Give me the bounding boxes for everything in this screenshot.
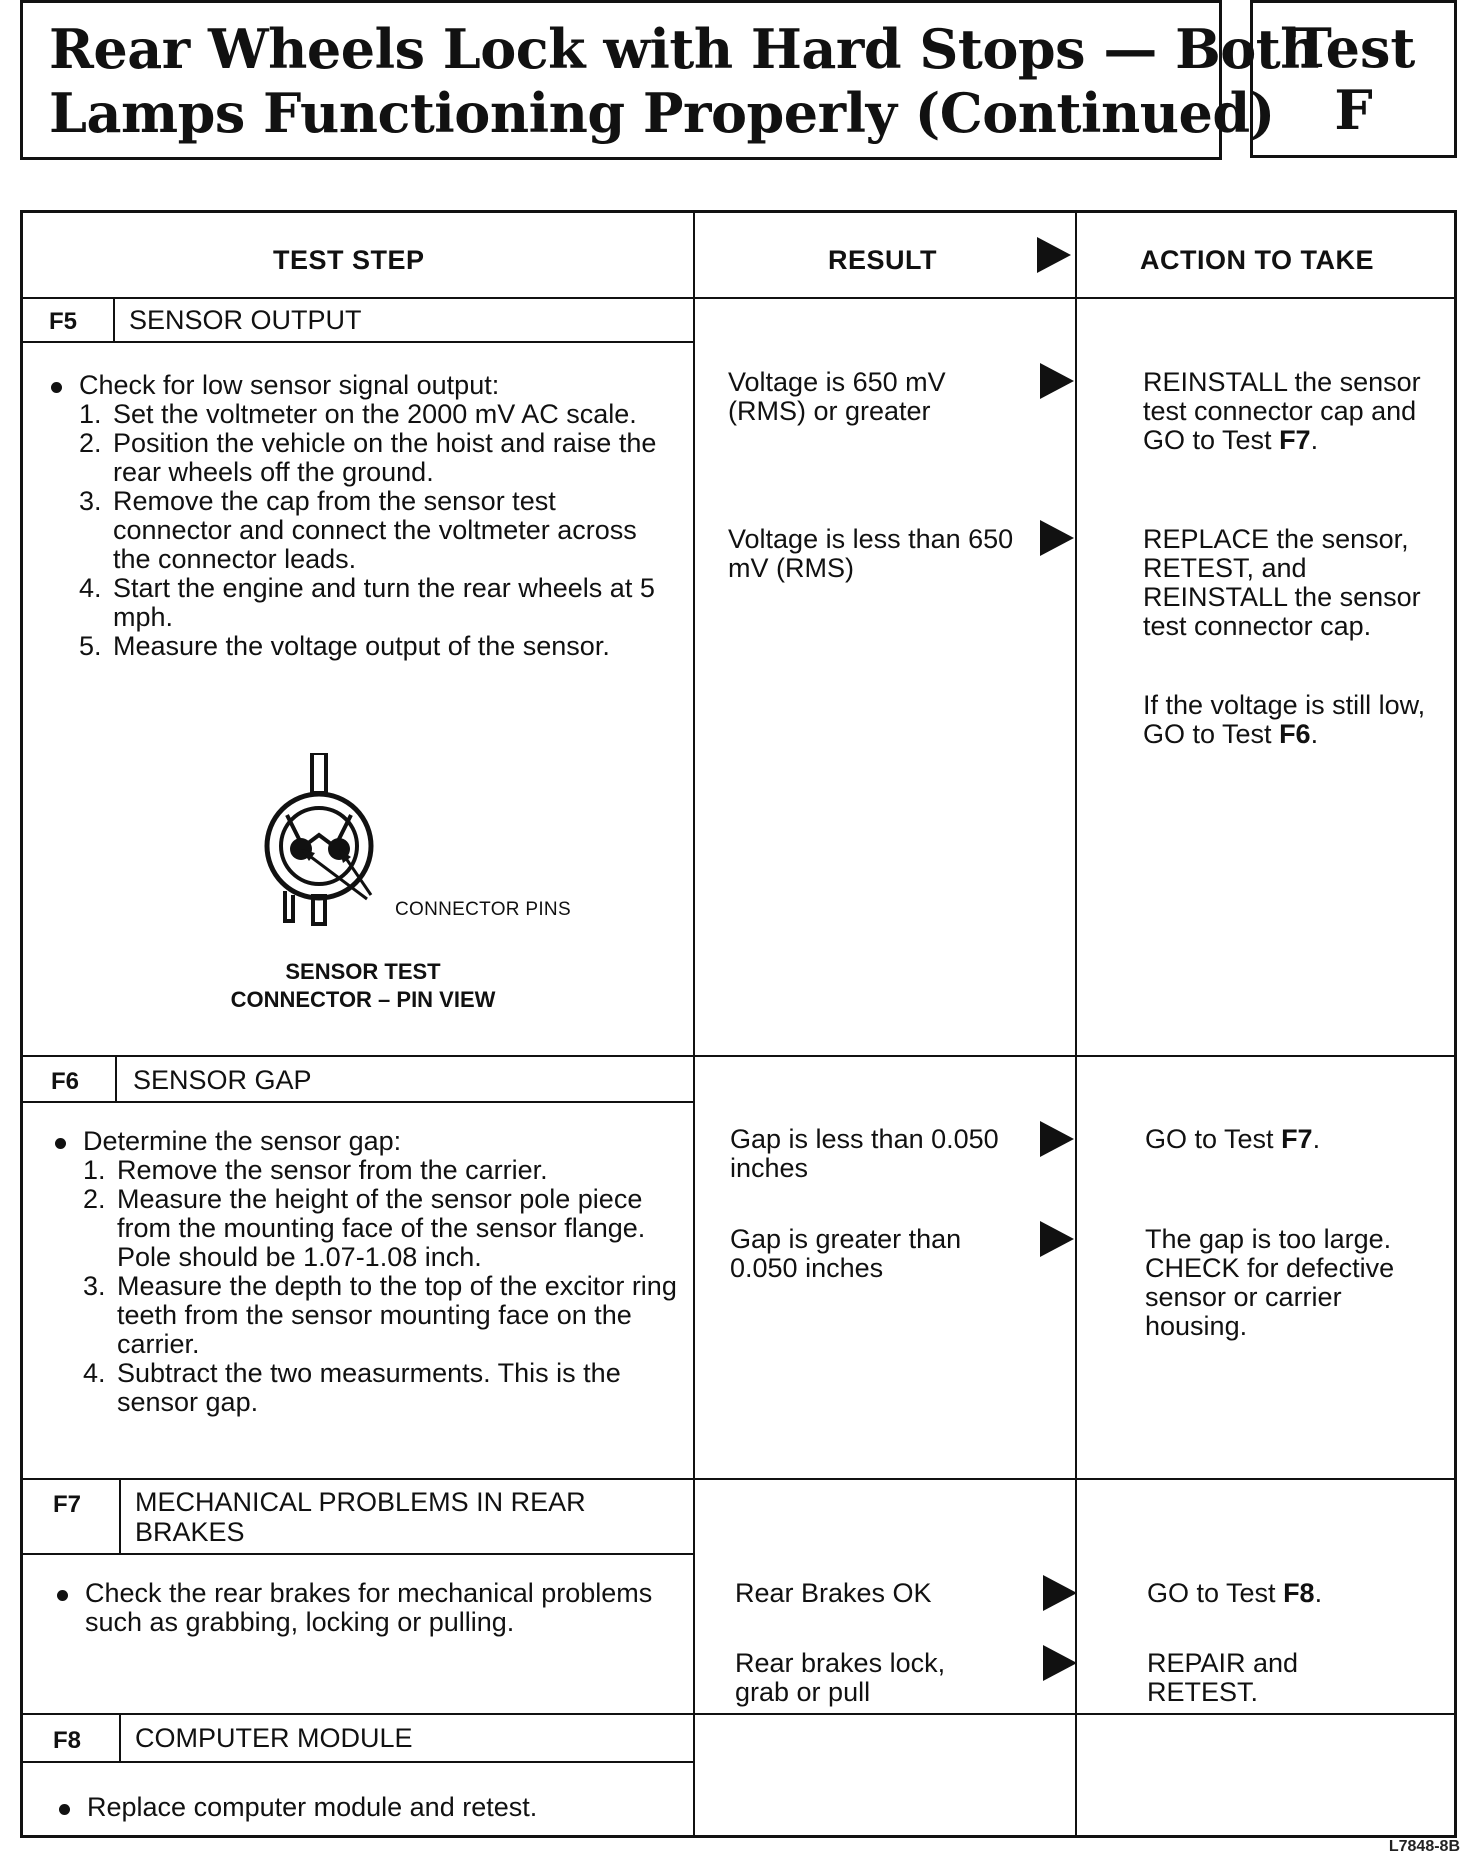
f5-intro: Check for low sensor signal output:	[49, 371, 669, 400]
list-item: 2. Position the vehicle on the hoist and raise the rear wheels off the ground.	[79, 428, 657, 487]
column-header-action: ACTION TO TAKE	[1140, 245, 1374, 275]
f7-intro: Check the rear brakes for mechanical problems such as grabbing, locking or pulling.	[55, 1579, 655, 1637]
arrow-icon	[1040, 520, 1074, 556]
arrow-icon	[1040, 363, 1074, 399]
f8-step-id: F8	[53, 1727, 82, 1754]
f5-instructions	[49, 371, 669, 661]
test-id-box	[1250, 0, 1457, 158]
f7-action-1: GO to Test F8.	[1147, 1578, 1323, 1608]
list-item: 3. Remove the cap from the sensor test connector and connect the voltmeter across the connector leads.	[79, 486, 637, 574]
arrow-icon	[1043, 1575, 1077, 1611]
list-item: 2. Measure the height of the sensor pole piece from the mounting face of the sensor flange. Pole should be 1.07-1.08 inch.	[83, 1184, 646, 1272]
list-item: 1. Set the voltmeter on the 2000 mV AC scale.	[79, 399, 637, 429]
test-label: Test	[1291, 16, 1416, 80]
column-header-result: RESULT	[828, 245, 937, 275]
header-divider	[23, 297, 1455, 299]
test-letter: F	[1334, 78, 1373, 142]
f7-step-title: MECHANICAL PROBLEMS IN REAR BRAKES	[135, 1487, 586, 1547]
arrow-icon	[1037, 237, 1071, 273]
page-title-line-1: Rear Wheels Lock with Hard Stops — Both	[49, 17, 1319, 81]
f8-intro: Replace computer module and retest.	[57, 1793, 657, 1822]
list-item: 4. Subtract the two measurments. This is the sensor gap.	[83, 1358, 621, 1417]
f6-id-divider	[115, 1055, 117, 1101]
footer-code: L7848-8B	[1388, 1838, 1460, 1852]
f5-title-divider	[23, 341, 693, 343]
f6-title-divider	[23, 1101, 693, 1103]
list-item: 1. Remove the sensor from the carrier.	[83, 1155, 548, 1185]
page-title-box	[20, 0, 1319, 160]
f7-result-1: Rear Brakes OK	[735, 1578, 932, 1608]
page-title-line-2: Lamps Functioning Properly (Continued)	[49, 81, 1275, 145]
divider-step-result	[693, 213, 695, 1835]
f5-id-divider	[113, 297, 115, 341]
f7-instructions	[55, 1579, 655, 1637]
f8-id-divider	[119, 1713, 121, 1761]
f8-title-divider	[23, 1761, 693, 1763]
f6-result-2: Gap is greater than 0.050 inches	[730, 1224, 962, 1283]
list-item: 5. Measure the voltage output of the sensor.	[79, 631, 610, 661]
arrow-icon	[1040, 1221, 1074, 1257]
list-item: 3. Measure the depth to the top of the excitor ring teeth from the sensor mounting face on the carrier.	[83, 1271, 677, 1359]
column-header-test-step: TEST STEP	[273, 245, 425, 275]
f5-step-title: SENSOR OUTPUT	[129, 305, 362, 335]
connector-pins-label: CONNECTOR PINS	[395, 899, 571, 920]
f7-result-2: Rear brakes lock, grab or pull	[735, 1648, 946, 1707]
f6-intro: Determine the sensor gap:	[53, 1127, 683, 1156]
f6-bottom-divider	[23, 1478, 1455, 1480]
f5-result-2: Voltage is less than 650 mV (RMS)	[728, 524, 1014, 583]
f6-step-title: SENSOR GAP	[133, 1065, 312, 1095]
figure-caption: SENSOR TEST CONNECTOR – PIN VIEW	[230, 959, 496, 1012]
list-item: 4. Start the engine and turn the rear wheels at 5 mph.	[79, 573, 655, 632]
f5-action-2: REPLACE the sensor, RETEST, and REINSTALL the sensor test connector cap.	[1143, 524, 1421, 641]
f5-action-2-note: If the voltage is still low, GO to Test F6.	[1143, 690, 1426, 749]
f6-result-1: Gap is less than 0.050 inches	[730, 1124, 999, 1183]
f5-bottom-divider	[23, 1055, 1455, 1057]
arrow-icon	[1040, 1121, 1074, 1157]
test-table	[20, 210, 1457, 1838]
arrow-icon	[1043, 1645, 1077, 1681]
f7-step-id: F7	[53, 1491, 82, 1518]
f5-step-id: F5	[49, 308, 78, 335]
f5-result-1: Voltage is 650 mV (RMS) or greater	[728, 367, 946, 426]
f6-step-id: F6	[51, 1068, 80, 1095]
f6-action-2: The gap is too large. CHECK for defective sensor or carrier housing.	[1145, 1224, 1395, 1341]
f7-id-divider	[119, 1478, 121, 1553]
f6-action-1: GO to Test F7.	[1145, 1124, 1321, 1154]
f8-instructions	[57, 1793, 657, 1822]
f5-action-1: REINSTALL the sensor test connector cap and GO to Test F7.	[1143, 367, 1421, 455]
f8-step-title: COMPUTER MODULE	[135, 1723, 413, 1753]
f7-title-divider	[23, 1553, 693, 1555]
f7-bottom-divider	[23, 1713, 1455, 1715]
f7-action-2: REPAIR and RETEST.	[1147, 1648, 1299, 1707]
f6-instructions	[53, 1127, 683, 1417]
